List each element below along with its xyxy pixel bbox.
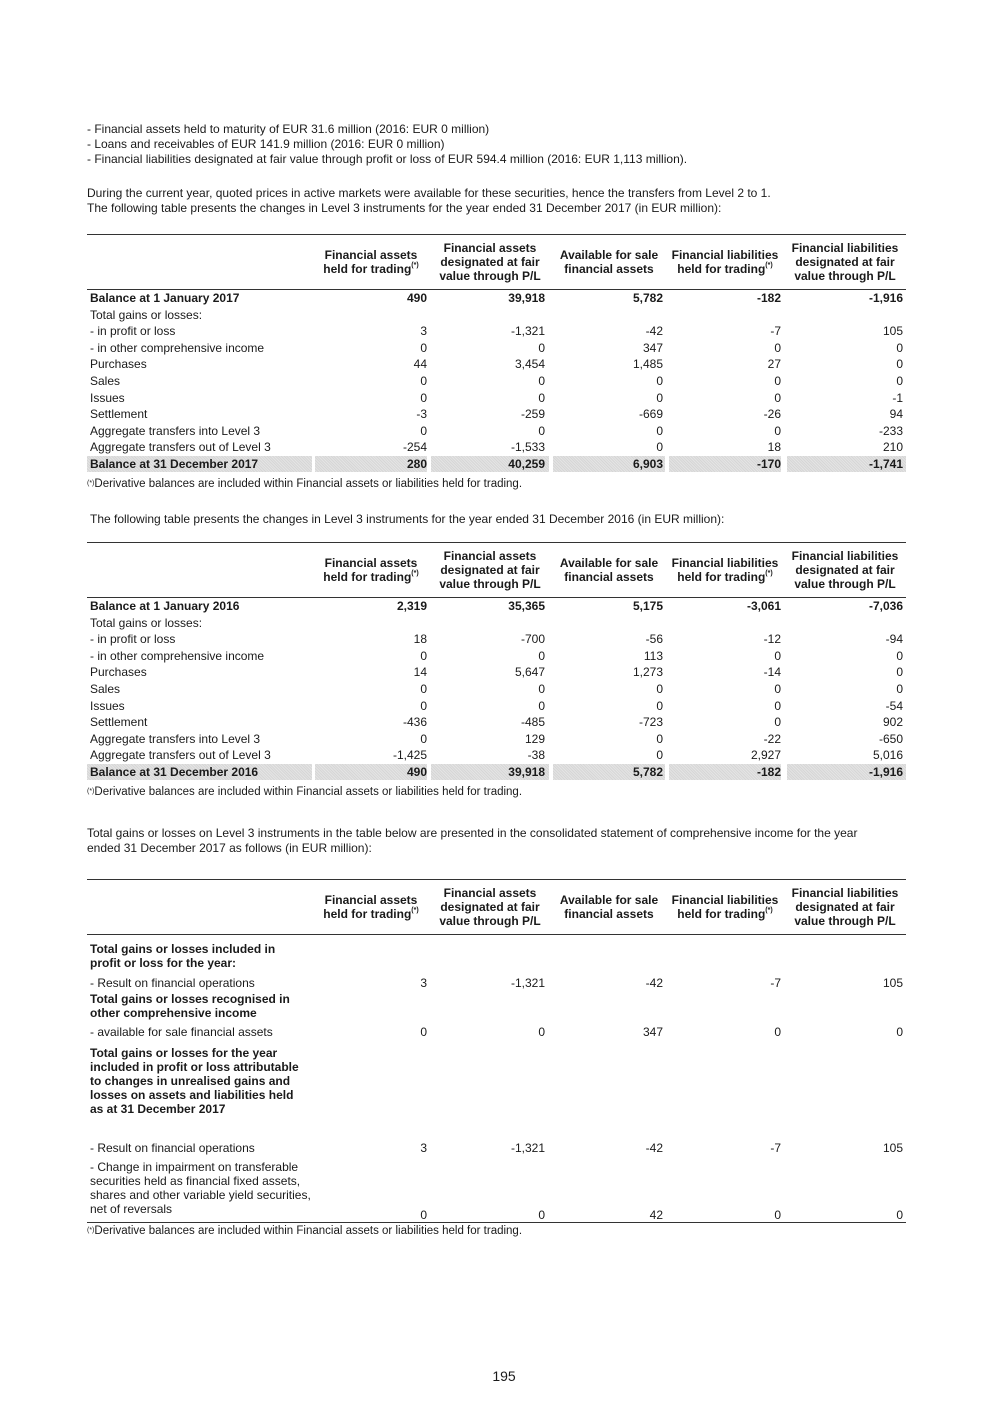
cell-value: -56 — [645, 632, 663, 647]
row-label: Aggregate transfers into Level 3 — [90, 731, 261, 746]
cell-value: 0 — [656, 440, 663, 455]
row-label: Aggregate transfers out of Level 3 — [90, 440, 271, 455]
row-label: - Result on financial operations — [90, 976, 255, 990]
cell-value: -182 — [756, 764, 781, 779]
cell-value: 44 — [413, 357, 427, 372]
cell-value: 902 — [882, 715, 903, 730]
cell-value: -1,916 — [868, 764, 903, 779]
cell-value: 0 — [538, 1208, 545, 1222]
header-fa-held-trading: Financial assets held for trading(*) — [323, 556, 419, 584]
cell-value: 5,175 — [632, 599, 663, 613]
cell-value: 105 — [882, 324, 903, 339]
cell-value: 35,365 — [508, 599, 545, 613]
table-gains-losses — [87, 879, 906, 1223]
cell-value: 6,903 — [632, 456, 663, 471]
cell-value: 0 — [774, 1025, 781, 1039]
table-level3-2016 — [87, 542, 906, 781]
cell-value: -7 — [770, 324, 781, 339]
table-header — [87, 880, 906, 935]
row-label: Settlement — [90, 407, 148, 422]
cell-value: 5,782 — [632, 291, 663, 305]
table-row — [87, 631, 906, 648]
cell-value: 14 — [413, 665, 427, 680]
cell-value: 1,273 — [632, 665, 663, 680]
cell-value: -170 — [756, 456, 781, 471]
cell-value: 40,259 — [508, 456, 545, 471]
table-row — [87, 648, 906, 665]
cell-value: 2,319 — [396, 599, 427, 613]
header-fa-designated-fv: Financial assets designated at fair value through P/L — [439, 241, 541, 283]
table-row — [87, 747, 906, 764]
cell-value: -12 — [763, 632, 781, 647]
cell-value: 0 — [896, 1208, 903, 1222]
cell-value: -1,321 — [510, 324, 545, 339]
intro-line-1: - Financial assets held to maturity of EUR 31.6 million (2016: EUR 0 million) — [87, 122, 490, 136]
cell-value: 0 — [896, 681, 903, 696]
header-afs: Available for sale financial assets — [559, 248, 659, 276]
cell-value: 0 — [774, 423, 781, 438]
page-number: 195 — [492, 1368, 516, 1384]
cell-value: 0 — [420, 648, 427, 663]
header-fl-designated-fv: Financial liabilities designated at fair value through P/L — [791, 241, 899, 283]
header-fl-held-trading: Financial liabilities held for trading(*) — [671, 248, 779, 276]
section-title-oci: Total gains or losses recognised in other comprehensive income — [90, 992, 290, 1020]
cell-value: 0 — [538, 648, 545, 663]
table-row — [87, 731, 906, 748]
cell-value: -1,425 — [392, 748, 427, 763]
table-row — [87, 356, 906, 373]
footnote-3: (*)Derivative balances are included within Financial assets or liabilities held for trading. — [87, 1225, 523, 1237]
cell-value: -94 — [885, 632, 903, 647]
cell-value: -650 — [878, 731, 903, 746]
cell-value: -54 — [885, 698, 903, 713]
row-label: Sales — [90, 373, 121, 388]
table-row — [87, 307, 906, 324]
table-row — [87, 456, 906, 473]
cell-value: 0 — [774, 390, 781, 405]
cell-value: -669 — [638, 407, 663, 422]
row-label: - in other comprehensive income — [90, 340, 265, 355]
table-header — [87, 543, 906, 598]
para-3-line-2: ended 31 December 2017 as follows (in EUR million): — [87, 841, 372, 855]
row-label: Settlement — [90, 715, 148, 730]
intro-para-1: During the current year, quoted prices in active markets were available for these securities, hence the transfers from Level 2 to 1. — [87, 186, 771, 200]
cell-value: -38 — [527, 748, 545, 763]
cell-value: -485 — [520, 715, 545, 730]
header-fl-designated-fv: Financial liabilities designated at fair value through P/L — [791, 886, 899, 928]
cell-value: 0 — [774, 1208, 781, 1222]
cell-value: -233 — [878, 423, 903, 438]
cell-value: -3 — [416, 407, 427, 422]
cell-value: 0 — [538, 390, 545, 405]
row-label: Balance at 31 December 2016 — [90, 764, 259, 779]
cell-value: 0 — [774, 681, 781, 696]
footnote-2017: (*)Derivative balances are included within Financial assets or liabilities held for trading. — [87, 478, 523, 490]
cell-value: 0 — [774, 698, 781, 713]
cell-value: 0 — [656, 423, 663, 438]
cell-value: -7 — [770, 976, 781, 990]
cell-value: -1,321 — [510, 1141, 545, 1155]
cell-value: -723 — [638, 715, 663, 730]
row-label: Balance at 1 January 2017 — [90, 291, 240, 305]
intro-para-2: The following table presents the changes in Level 3 instruments for the year ended 31 December 2017 (in EUR million): — [87, 201, 722, 215]
cell-value: 5,782 — [632, 764, 663, 779]
cell-value: 0 — [420, 1208, 427, 1222]
cell-value: -3,061 — [746, 599, 781, 613]
section-title-unrealised: Total gains or losses for the year included in profit or loss attributable to changes in unrealised gains and losses on assets and liabilities held as at 31 December 2017 — [90, 1046, 299, 1116]
cell-value: -1,741 — [868, 456, 903, 471]
table-row — [87, 323, 906, 340]
cell-value: 94 — [889, 407, 903, 422]
cell-value: 0 — [420, 340, 427, 355]
cell-value: -1 — [892, 390, 903, 405]
row-label: Aggregate transfers into Level 3 — [90, 423, 261, 438]
header-afs: Available for sale financial assets — [559, 893, 659, 921]
cell-value: 0 — [774, 715, 781, 730]
table-row — [87, 406, 906, 423]
table-row — [87, 615, 906, 632]
cell-value: 0 — [538, 373, 545, 388]
table-row — [87, 664, 906, 681]
cell-value: 490 — [406, 764, 427, 779]
header-fl-held-trading: Financial liabilities held for trading(*) — [671, 893, 779, 921]
cell-value: -7,036 — [868, 599, 903, 613]
cell-value: 105 — [882, 1141, 903, 1155]
cell-value: 347 — [642, 1025, 663, 1039]
table-header — [87, 235, 906, 290]
header-fa-designated-fv: Financial assets designated at fair value through P/L — [439, 549, 541, 591]
cell-value: 42 — [649, 1208, 663, 1222]
cell-value: 0 — [420, 390, 427, 405]
para-2016: The following table presents the changes in Level 3 instruments for the year ended 31 December 2016 (in EUR million): — [90, 512, 725, 526]
table-level3-2017 — [87, 234, 906, 473]
cell-value: 2,927 — [750, 748, 781, 763]
table-row — [87, 439, 906, 456]
cell-value: 0 — [538, 423, 545, 438]
cell-value: 113 — [643, 648, 663, 663]
cell-value: 0 — [420, 373, 427, 388]
cell-value: 0 — [538, 681, 545, 696]
cell-value: -259 — [520, 407, 545, 422]
cell-value: 347 — [642, 340, 663, 355]
cell-value: 0 — [656, 731, 663, 746]
row-label: - Change in impairment on transferable securities held as financial fixed assets, shares and other variable yield securities, net of reversals — [90, 1160, 311, 1216]
cell-value: 0 — [656, 373, 663, 388]
cell-value: -254 — [402, 440, 427, 455]
cell-value: 39,918 — [508, 291, 545, 305]
cell-value: -42 — [645, 324, 663, 339]
row-label: - Result on financial operations — [90, 1141, 255, 1155]
table-row — [87, 764, 906, 781]
cell-value: -1,533 — [510, 440, 545, 455]
cell-value: -182 — [756, 291, 781, 305]
cell-value: 280 — [406, 456, 427, 471]
row-label: Total gains or losses: — [90, 307, 203, 322]
row-label: Issues — [90, 698, 125, 713]
row-label: Total gains or losses: — [90, 615, 203, 630]
cell-value: -26 — [763, 407, 781, 422]
cell-value: -14 — [763, 665, 781, 680]
row-label: Balance at 31 December 2017 — [90, 456, 259, 471]
cell-value: 0 — [656, 748, 663, 763]
cell-value: -1,321 — [510, 976, 545, 990]
footnote-2016: (*)Derivative balances are included within Financial assets or liabilities held for trading. — [87, 786, 523, 798]
intro-line-2: - Loans and receivables of EUR 141.9 million (2016: EUR 0 million) — [87, 137, 445, 151]
cell-value: -7 — [770, 1141, 781, 1155]
table-row — [87, 698, 906, 715]
cell-value: -22 — [763, 731, 781, 746]
cell-value: 0 — [538, 698, 545, 713]
header-fa-designated-fv: Financial assets designated at fair value through P/L — [439, 886, 541, 928]
cell-value: 1,485 — [632, 357, 663, 372]
cell-value: 129 — [524, 731, 545, 746]
cell-value: 0 — [420, 731, 427, 746]
header-fl-designated-fv: Financial liabilities designated at fair value through P/L — [791, 549, 899, 591]
cell-value: 27 — [767, 357, 781, 372]
row-label: - in other comprehensive income — [90, 648, 265, 663]
row-label: - in profit or loss — [90, 632, 176, 647]
row-label: Sales — [90, 681, 121, 696]
header-fl-held-trading: Financial liabilities held for trading(*) — [671, 556, 779, 584]
cell-value: 3 — [420, 976, 427, 990]
table-row — [87, 423, 906, 440]
row-label: Purchases — [90, 665, 147, 680]
cell-value: 3 — [420, 1141, 427, 1155]
cell-value: 0 — [896, 1025, 903, 1039]
section-title-profit-loss: Total gains or losses included in profit or loss for the year: — [90, 942, 276, 970]
cell-value: 39,918 — [508, 764, 545, 779]
cell-value: 0 — [656, 390, 663, 405]
row-label: - available for sale financial assets — [90, 1025, 273, 1039]
table-row — [87, 598, 906, 615]
cell-value: 0 — [420, 698, 427, 713]
cell-value: 3 — [420, 324, 427, 339]
intro-line-3: - Financial liabilities designated at fair value through profit or loss of EUR 594.4 million (2016: EUR 1,113 million). — [87, 152, 688, 166]
cell-value: 105 — [882, 976, 903, 990]
table-row — [87, 290, 906, 307]
row-label: Purchases — [90, 357, 147, 372]
cell-value: 490 — [406, 291, 427, 305]
cell-value: 5,016 — [872, 748, 903, 763]
cell-value: -700 — [520, 632, 545, 647]
cell-value: 0 — [774, 648, 781, 663]
para-3-line-1: Total gains or losses on Level 3 instruments in the table below are presented in the consolidated statement of comprehensive income for the year — [87, 826, 858, 840]
cell-value: 0 — [420, 1025, 427, 1039]
cell-value: 0 — [896, 340, 903, 355]
cell-value: 18 — [767, 440, 781, 455]
cell-value: 0 — [774, 373, 781, 388]
cell-value: -436 — [402, 715, 427, 730]
cell-value: 0 — [538, 1025, 545, 1039]
cell-value: -42 — [645, 1141, 663, 1155]
cell-value: 18 — [413, 632, 427, 647]
cell-value: 210 — [882, 440, 903, 455]
table-row — [87, 714, 906, 731]
cell-value: -42 — [645, 976, 663, 990]
cell-value: 0 — [896, 357, 903, 372]
cell-value: 0 — [538, 340, 545, 355]
cell-value: 0 — [420, 423, 427, 438]
cell-value: -1,916 — [868, 291, 903, 305]
cell-value: 3,454 — [514, 357, 545, 372]
cell-value: 5,647 — [514, 665, 545, 680]
cell-value: 0 — [656, 681, 663, 696]
header-fa-held-trading: Financial assets held for trading(*) — [323, 248, 419, 276]
cell-value: 0 — [774, 340, 781, 355]
table-row — [87, 373, 906, 390]
row-label: - in profit or loss — [90, 324, 176, 339]
table-row — [87, 681, 906, 698]
header-afs: Available for sale financial assets — [559, 556, 659, 584]
cell-value: 0 — [896, 648, 903, 663]
cell-value: 0 — [896, 665, 903, 680]
cell-value: 0 — [420, 681, 427, 696]
cell-value: 0 — [656, 698, 663, 713]
row-label: Balance at 1 January 2016 — [90, 599, 240, 613]
table-row — [87, 390, 906, 407]
table-row — [87, 340, 906, 357]
row-label: Issues — [90, 390, 125, 405]
header-fa-held-trading: Financial assets held for trading(*) — [323, 893, 419, 921]
cell-value: 0 — [896, 373, 903, 388]
row-label: Aggregate transfers out of Level 3 — [90, 748, 271, 763]
